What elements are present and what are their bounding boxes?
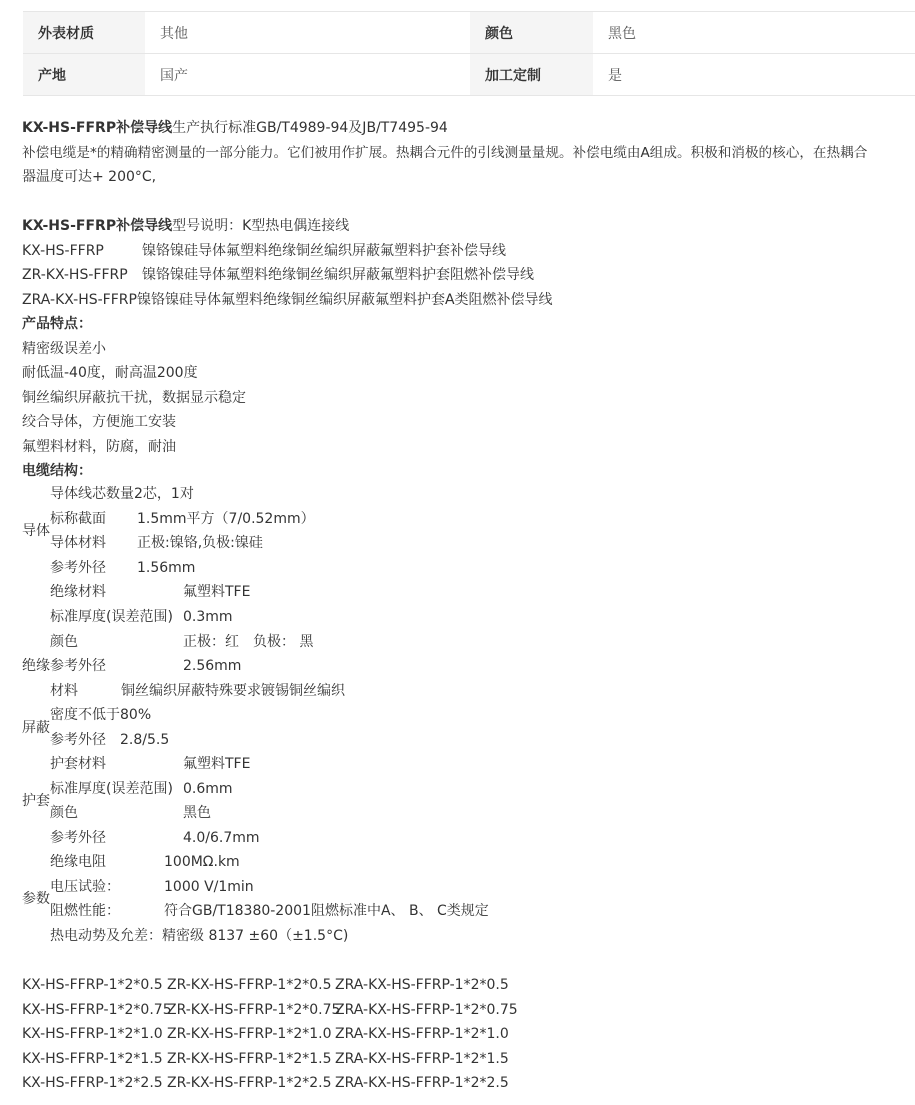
model-desc-title bbox=[22, 214, 912, 239]
model-number: ZR-KX-HS-FFRP-1*2*0.5 bbox=[167, 977, 332, 993]
model-list-row bbox=[22, 1047, 912, 1072]
structure-label: 密度不低于80% bbox=[50, 707, 152, 723]
structure-value: 1.5mm平方（7/0.52mm） bbox=[137, 511, 315, 527]
structure-label: 绝缘材料 bbox=[50, 584, 106, 600]
structure-label: 标准厚度(误差范围) bbox=[50, 781, 173, 797]
model-list-row bbox=[22, 1071, 912, 1096]
model-item bbox=[22, 288, 912, 313]
model-item bbox=[22, 239, 912, 264]
structure-label: 导体线芯数量2芯，1对 bbox=[50, 486, 194, 502]
structure-label: 参考外径 bbox=[50, 830, 106, 846]
structure-row bbox=[50, 509, 315, 529]
model-number: ZRA-KX-HS-FFRP-1*2*1.0 bbox=[335, 1026, 509, 1042]
structure-row bbox=[50, 901, 489, 921]
structure-row bbox=[50, 681, 345, 701]
structure-row bbox=[50, 533, 263, 553]
structure-value: 1000 V/1min bbox=[164, 879, 254, 895]
model-list-row bbox=[22, 1022, 912, 1047]
attribute-key: 外表材质 bbox=[23, 12, 145, 54]
structure-value: 100MΩ.km bbox=[164, 854, 240, 870]
structure-label: 参考外径 bbox=[50, 732, 106, 748]
structure-label: 颜色 bbox=[50, 805, 78, 821]
model-item bbox=[22, 263, 912, 288]
intro-line: 器温度可达+ 200°C, bbox=[22, 169, 157, 185]
structure-row bbox=[50, 852, 240, 872]
model-desc-title-rest: 型号说明：K型热电偶连接线 bbox=[172, 218, 350, 234]
attribute-key: 加工定制 bbox=[470, 54, 593, 96]
structure-value: 0.3mm bbox=[183, 609, 233, 625]
structure-row bbox=[50, 484, 194, 504]
attribute-table bbox=[23, 11, 915, 96]
structure-label: 电压试验： bbox=[50, 879, 120, 895]
model-number: KX-HS-FFRP-1*2*0.5 bbox=[22, 977, 163, 993]
structure-value: 氟塑料TFE bbox=[183, 584, 251, 600]
feature-item: 绞合导体，方便施工安装 bbox=[22, 414, 176, 430]
model-item-desc: 镍铬镍硅导体氟塑料绝缘铜丝编织屏蔽氟塑料护套A类阻燃补偿导线 bbox=[136, 291, 553, 308]
model-number: ZR-KX-HS-FFRP-1*2*0.75 bbox=[167, 1001, 341, 1018]
structure-row bbox=[22, 656, 241, 676]
structure-group-label: 屏蔽 bbox=[22, 720, 50, 736]
structure-row bbox=[50, 828, 260, 848]
model-list-row bbox=[22, 973, 912, 998]
structure-value: 氟塑料TFE bbox=[183, 756, 251, 772]
attribute-value: 其他 bbox=[145, 12, 470, 54]
feature-item: 精密级误差小 bbox=[22, 340, 106, 357]
structure-label: 标称截面 bbox=[50, 511, 106, 527]
structure-group-label: 护套 bbox=[22, 793, 50, 809]
structure-row bbox=[50, 582, 250, 602]
structure-label: 热电动势及允差： bbox=[50, 928, 162, 944]
model-number: ZRA-KX-HS-FFRP-1*2*0.75 bbox=[335, 1001, 518, 1018]
structure-value: 2.56mm bbox=[183, 658, 242, 674]
structure-row bbox=[50, 803, 211, 823]
feature-item: 氟塑料材料，防腐，耐油 bbox=[22, 438, 176, 455]
feature-item: 耐低温-40度，耐高温200度 bbox=[22, 365, 198, 381]
product-description bbox=[22, 116, 912, 484]
structure-label: 阻燃性能： bbox=[50, 903, 120, 919]
structure-heading: 电缆结构： bbox=[22, 463, 92, 479]
structure-value: 精密级 8137 ±60（±1.5°C) bbox=[162, 928, 349, 944]
attribute-value: 是 bbox=[593, 54, 915, 96]
structure-group-label: 绝缘 bbox=[22, 658, 50, 674]
structure-row bbox=[50, 730, 169, 750]
model-number: KX-HS-FFRP-1*2*1.0 bbox=[22, 1026, 163, 1042]
structure-value: 0.6mm bbox=[183, 781, 233, 797]
structure-value: 符合GB/T18380-2001阻燃标准中A、 B、 C类规定 bbox=[164, 903, 489, 919]
features-heading: 产品特点： bbox=[22, 316, 92, 332]
structure-group-label: 参数 bbox=[22, 891, 50, 907]
model-number: ZR-KX-HS-FFRP-1*2*1.0 bbox=[167, 1026, 332, 1042]
model-code: ZRA-KX-HS-FFRP bbox=[22, 291, 137, 308]
structure-value: 黑色 bbox=[183, 805, 211, 821]
model-number: ZRA-KX-HS-FFRP-1*2*2.5 bbox=[335, 1075, 509, 1091]
structure-label: 绝缘电阻 bbox=[50, 854, 106, 870]
model-code: ZR-KX-HS-FFRP bbox=[22, 267, 128, 283]
model-number: KX-HS-FFRP-1*2*1.5 bbox=[22, 1050, 163, 1067]
structure-row bbox=[50, 705, 151, 725]
intro-title-bold: KX-HS-FFRP补偿导线 bbox=[22, 120, 173, 136]
structure-value: 2.8/5.5 bbox=[120, 732, 170, 748]
model-number: ZRA-KX-HS-FFRP-1*2*1.5 bbox=[335, 1050, 509, 1067]
structure-row bbox=[50, 779, 233, 799]
model-number: KX-HS-FFRP-1*2*2.5 bbox=[22, 1075, 163, 1091]
model-code: KX-HS-FFRP bbox=[22, 242, 104, 259]
model-number: ZRA-KX-HS-FFRP-1*2*0.5 bbox=[335, 977, 509, 993]
structure-row bbox=[50, 632, 313, 652]
structure-label: 颜色 bbox=[50, 634, 78, 650]
intro-title-rest: 生产执行标准GB/T4989-94及JB/T7495-94 bbox=[172, 120, 448, 136]
attribute-row bbox=[23, 12, 915, 54]
structure-row bbox=[50, 754, 250, 774]
model-item-desc: 镍铬镍硅导体氟塑料绝缘铜丝编织屏蔽氟塑料护套补偿导线 bbox=[142, 242, 506, 259]
structure-row bbox=[50, 877, 254, 897]
structure-label: 标准厚度(误差范围) bbox=[50, 609, 173, 625]
attribute-value: 国产 bbox=[145, 54, 470, 96]
model-list bbox=[22, 973, 912, 1096]
intro-title bbox=[22, 116, 912, 141]
feature-item: 铜丝编织屏蔽抗干扰，数据显示稳定 bbox=[22, 389, 246, 406]
structure-value: 1.56mm bbox=[137, 560, 196, 576]
structure-value: 铜丝编织屏蔽特殊要求镀锡铜丝编织 bbox=[121, 683, 345, 699]
structure-label: 导体材料 bbox=[50, 535, 106, 551]
model-item-desc: 镍铬镍硅导体氟塑料绝缘铜丝编织屏蔽氟塑料护套阻燃补偿导线 bbox=[142, 267, 534, 283]
attribute-value: 黑色 bbox=[593, 12, 915, 54]
intro-line: 补偿电缆是*的精确精密测量的一部分能力。它们被用作扩展。热耦合元件的引线测量量规。补偿电缆由A组成。积极和消极的核心，在热耦合 bbox=[22, 144, 868, 161]
attribute-key: 产地 bbox=[23, 54, 145, 96]
structure-value: 正极：红 负极： 黑 bbox=[183, 634, 314, 650]
structure-label: 参考外径 bbox=[50, 560, 106, 576]
structure-group-label: 导体 bbox=[22, 523, 50, 539]
structure-value: 4.0/6.7mm bbox=[183, 830, 260, 846]
attribute-row bbox=[23, 54, 915, 96]
structure-row bbox=[50, 558, 195, 578]
model-list-row bbox=[22, 998, 912, 1023]
structure-label: 材料 bbox=[50, 683, 78, 699]
model-number: ZR-KX-HS-FFRP-1*2*1.5 bbox=[167, 1050, 332, 1067]
model-number: KX-HS-FFRP-1*2*0.75 bbox=[22, 1001, 172, 1018]
structure-label: 参考外径 bbox=[50, 658, 106, 674]
model-number: ZR-KX-HS-FFRP-1*2*2.5 bbox=[167, 1075, 332, 1091]
structure-row bbox=[50, 926, 348, 946]
attribute-key: 颜色 bbox=[470, 12, 593, 54]
structure-label: 护套材料 bbox=[50, 756, 106, 772]
model-desc-title-bold: KX-HS-FFRP补偿导线 bbox=[22, 218, 173, 234]
structure-value: 正极:镍铬,负极:镍硅 bbox=[137, 535, 263, 551]
structure-row bbox=[50, 607, 233, 627]
